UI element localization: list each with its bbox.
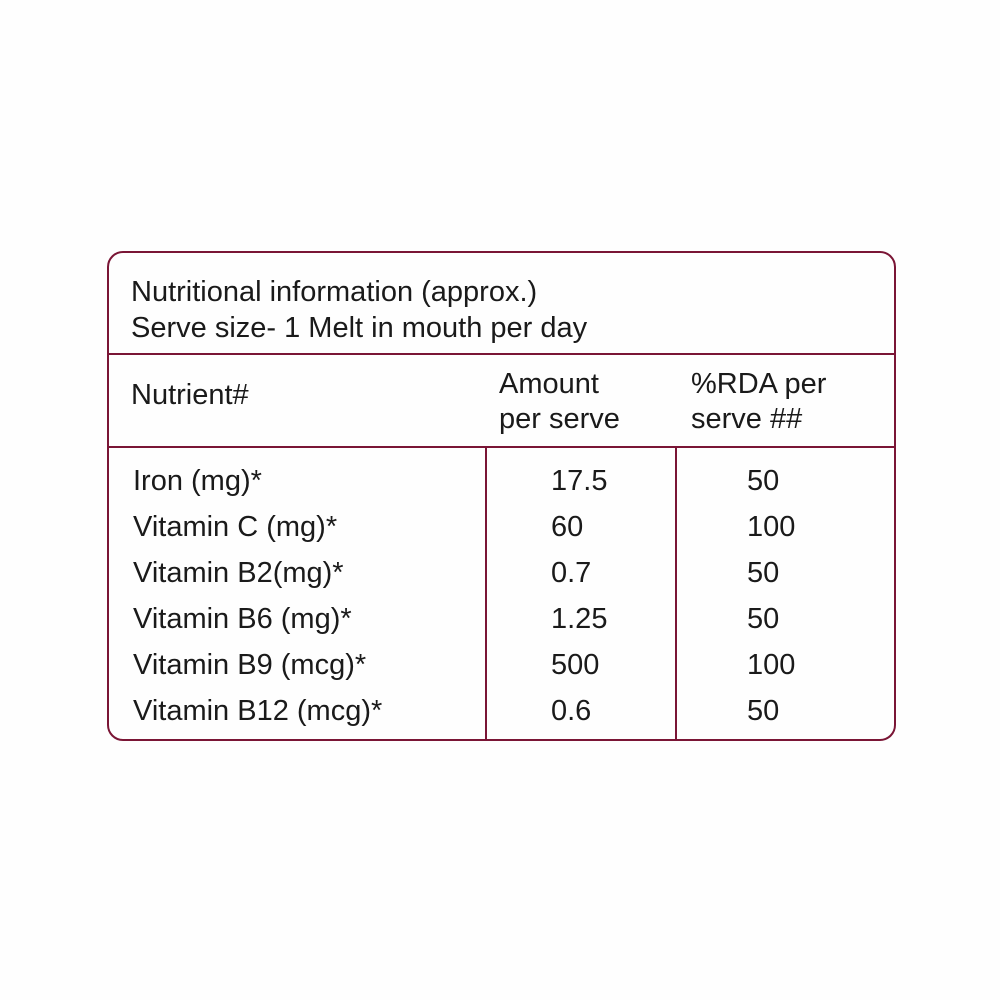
amount-value: 60: [551, 511, 584, 543]
column-headers: [109, 355, 894, 448]
column-header-amount-line: per serve: [499, 403, 620, 435]
rda-value: 100: [747, 649, 796, 681]
nutrient-name: Iron (mg)*: [133, 465, 262, 497]
amount-value: 17.5: [551, 465, 608, 497]
rda-value: 50: [747, 557, 780, 589]
column-header-amount-line: Amount: [499, 368, 599, 400]
column-header-amount: [499, 367, 620, 437]
table-row: [109, 550, 894, 596]
nutrient-name: Vitamin B2(mg)*: [133, 557, 344, 589]
column-header-rda-line: %RDA per: [691, 368, 827, 400]
table-title: Nutritional information (approx.): [131, 276, 538, 308]
column-header-rda-line: serve ##: [691, 403, 803, 435]
table-row: [109, 596, 894, 642]
nutrient-name: Vitamin B9 (mcg)*: [133, 649, 367, 681]
column-header-nutrient: [131, 378, 249, 413]
table-row: [109, 458, 894, 504]
nutrient-name: Vitamin C (mg)*: [133, 511, 338, 543]
nutrient-name: Vitamin B6 (mg)*: [133, 603, 352, 635]
rda-value: 50: [747, 695, 780, 727]
serve-size: Serve size- 1 Melt in mouth per day: [131, 312, 588, 344]
amount-value: 0.6: [551, 695, 592, 727]
table-body: [109, 458, 894, 734]
amount-value: 500: [551, 649, 600, 681]
table-header: [109, 253, 894, 355]
table-row: [109, 642, 894, 688]
nutrient-name: Vitamin B12 (mcg)*: [133, 695, 383, 727]
rda-value: 50: [747, 465, 780, 497]
column-header-nutrient-line: Nutrient#: [131, 379, 249, 411]
amount-value: 1.25: [551, 603, 608, 635]
nutrition-table: [107, 251, 896, 741]
rda-value: 100: [747, 511, 796, 543]
column-header-rda: [691, 367, 826, 437]
amount-value: 0.7: [551, 557, 592, 589]
rda-value: 50: [747, 603, 780, 635]
table-row: [109, 504, 894, 550]
table-row: [109, 688, 894, 734]
